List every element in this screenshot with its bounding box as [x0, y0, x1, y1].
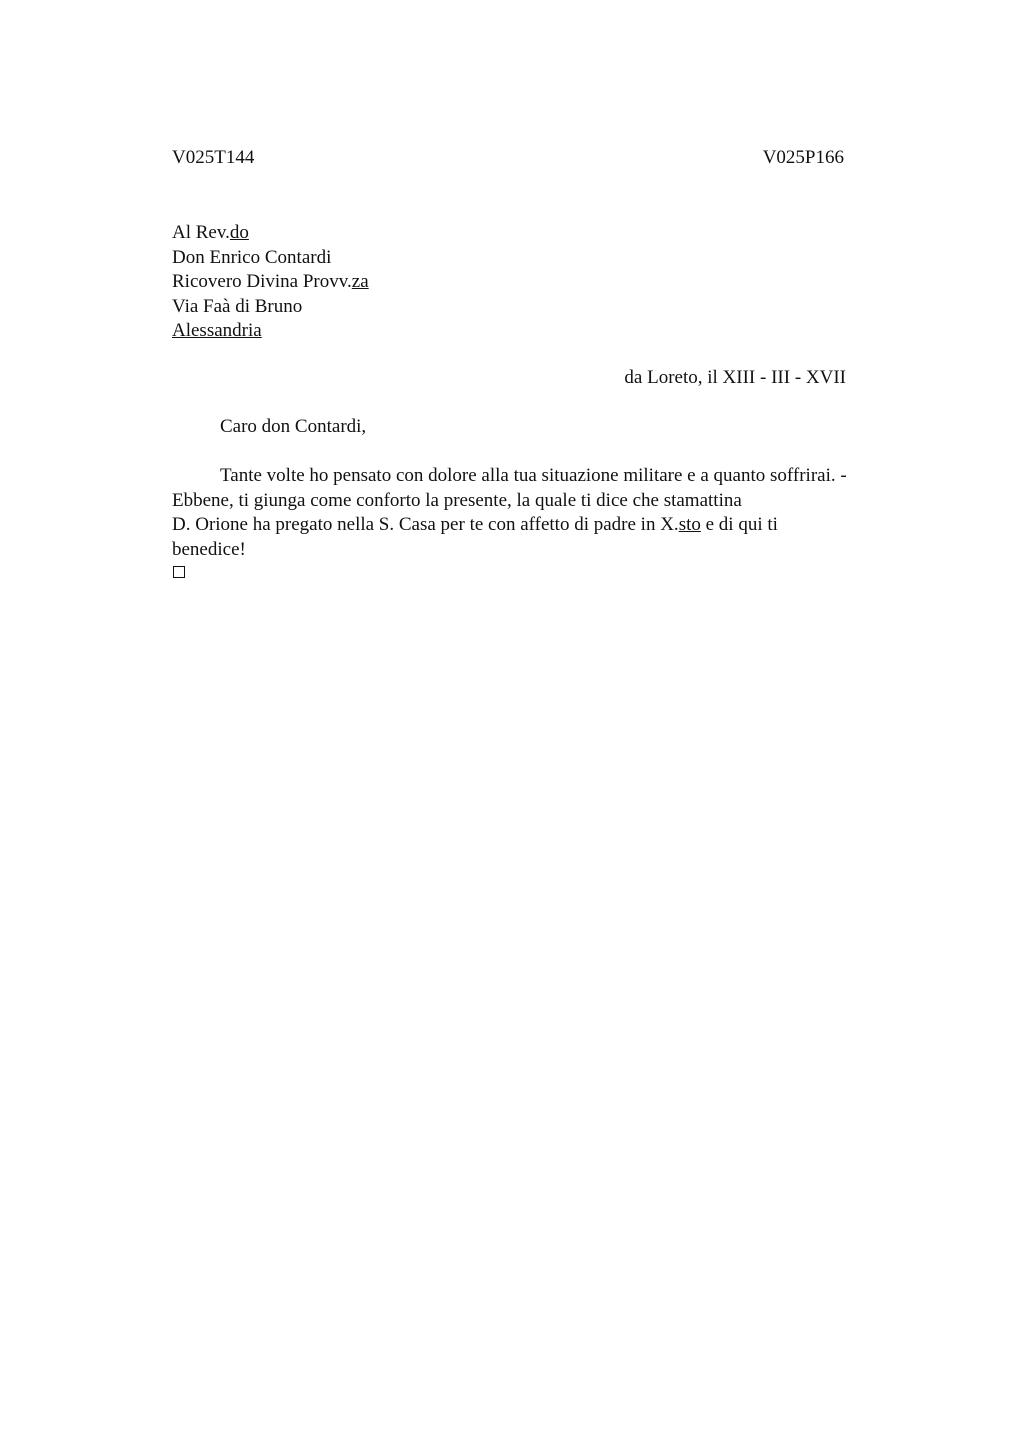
letter-body	[172, 464, 912, 562]
document-reference-left: V025T144	[172, 147, 255, 168]
address-line-name: Don Enrico Contardi	[172, 246, 332, 268]
body-line-1: Tante volte ho pensato con dolore alla tua situazione militare e a quanto soffrirai. -	[220, 465, 847, 486]
body-line-3	[172, 513, 912, 538]
body-line-3-abbrev: sto	[678, 514, 701, 535]
address-title-prefix: Al Rev.	[172, 222, 230, 243]
address-line-title	[172, 221, 369, 246]
body-line-3-suffix: e di qui ti	[700, 514, 778, 535]
document-reference-right: V025P166	[762, 147, 844, 168]
address-line-street: Via Faà di Bruno	[172, 295, 303, 317]
address-line-institution	[172, 270, 369, 295]
place-and-date: da Loreto, il XIII - III - XVII	[624, 367, 846, 388]
address-institution-prefix: Ricovero Divina Provv.	[172, 271, 352, 292]
address-institution-suffix: za	[351, 271, 369, 292]
body-line-3-prefix: D. Orione ha pregato nella S. Casa per te con affetto di padre in X.	[172, 514, 679, 535]
salutation: Caro don Contardi,	[220, 416, 367, 437]
recipient-address	[172, 221, 369, 344]
address-line-city: Alessandria	[172, 320, 262, 341]
body-line-2: Ebbene, ti giunga come conforto la presente, la quale ti dice che stamattina	[172, 489, 742, 511]
closing-square-icon	[173, 566, 185, 578]
address-title-suffix: do	[229, 222, 249, 243]
body-line-4: benedice!	[172, 538, 246, 560]
